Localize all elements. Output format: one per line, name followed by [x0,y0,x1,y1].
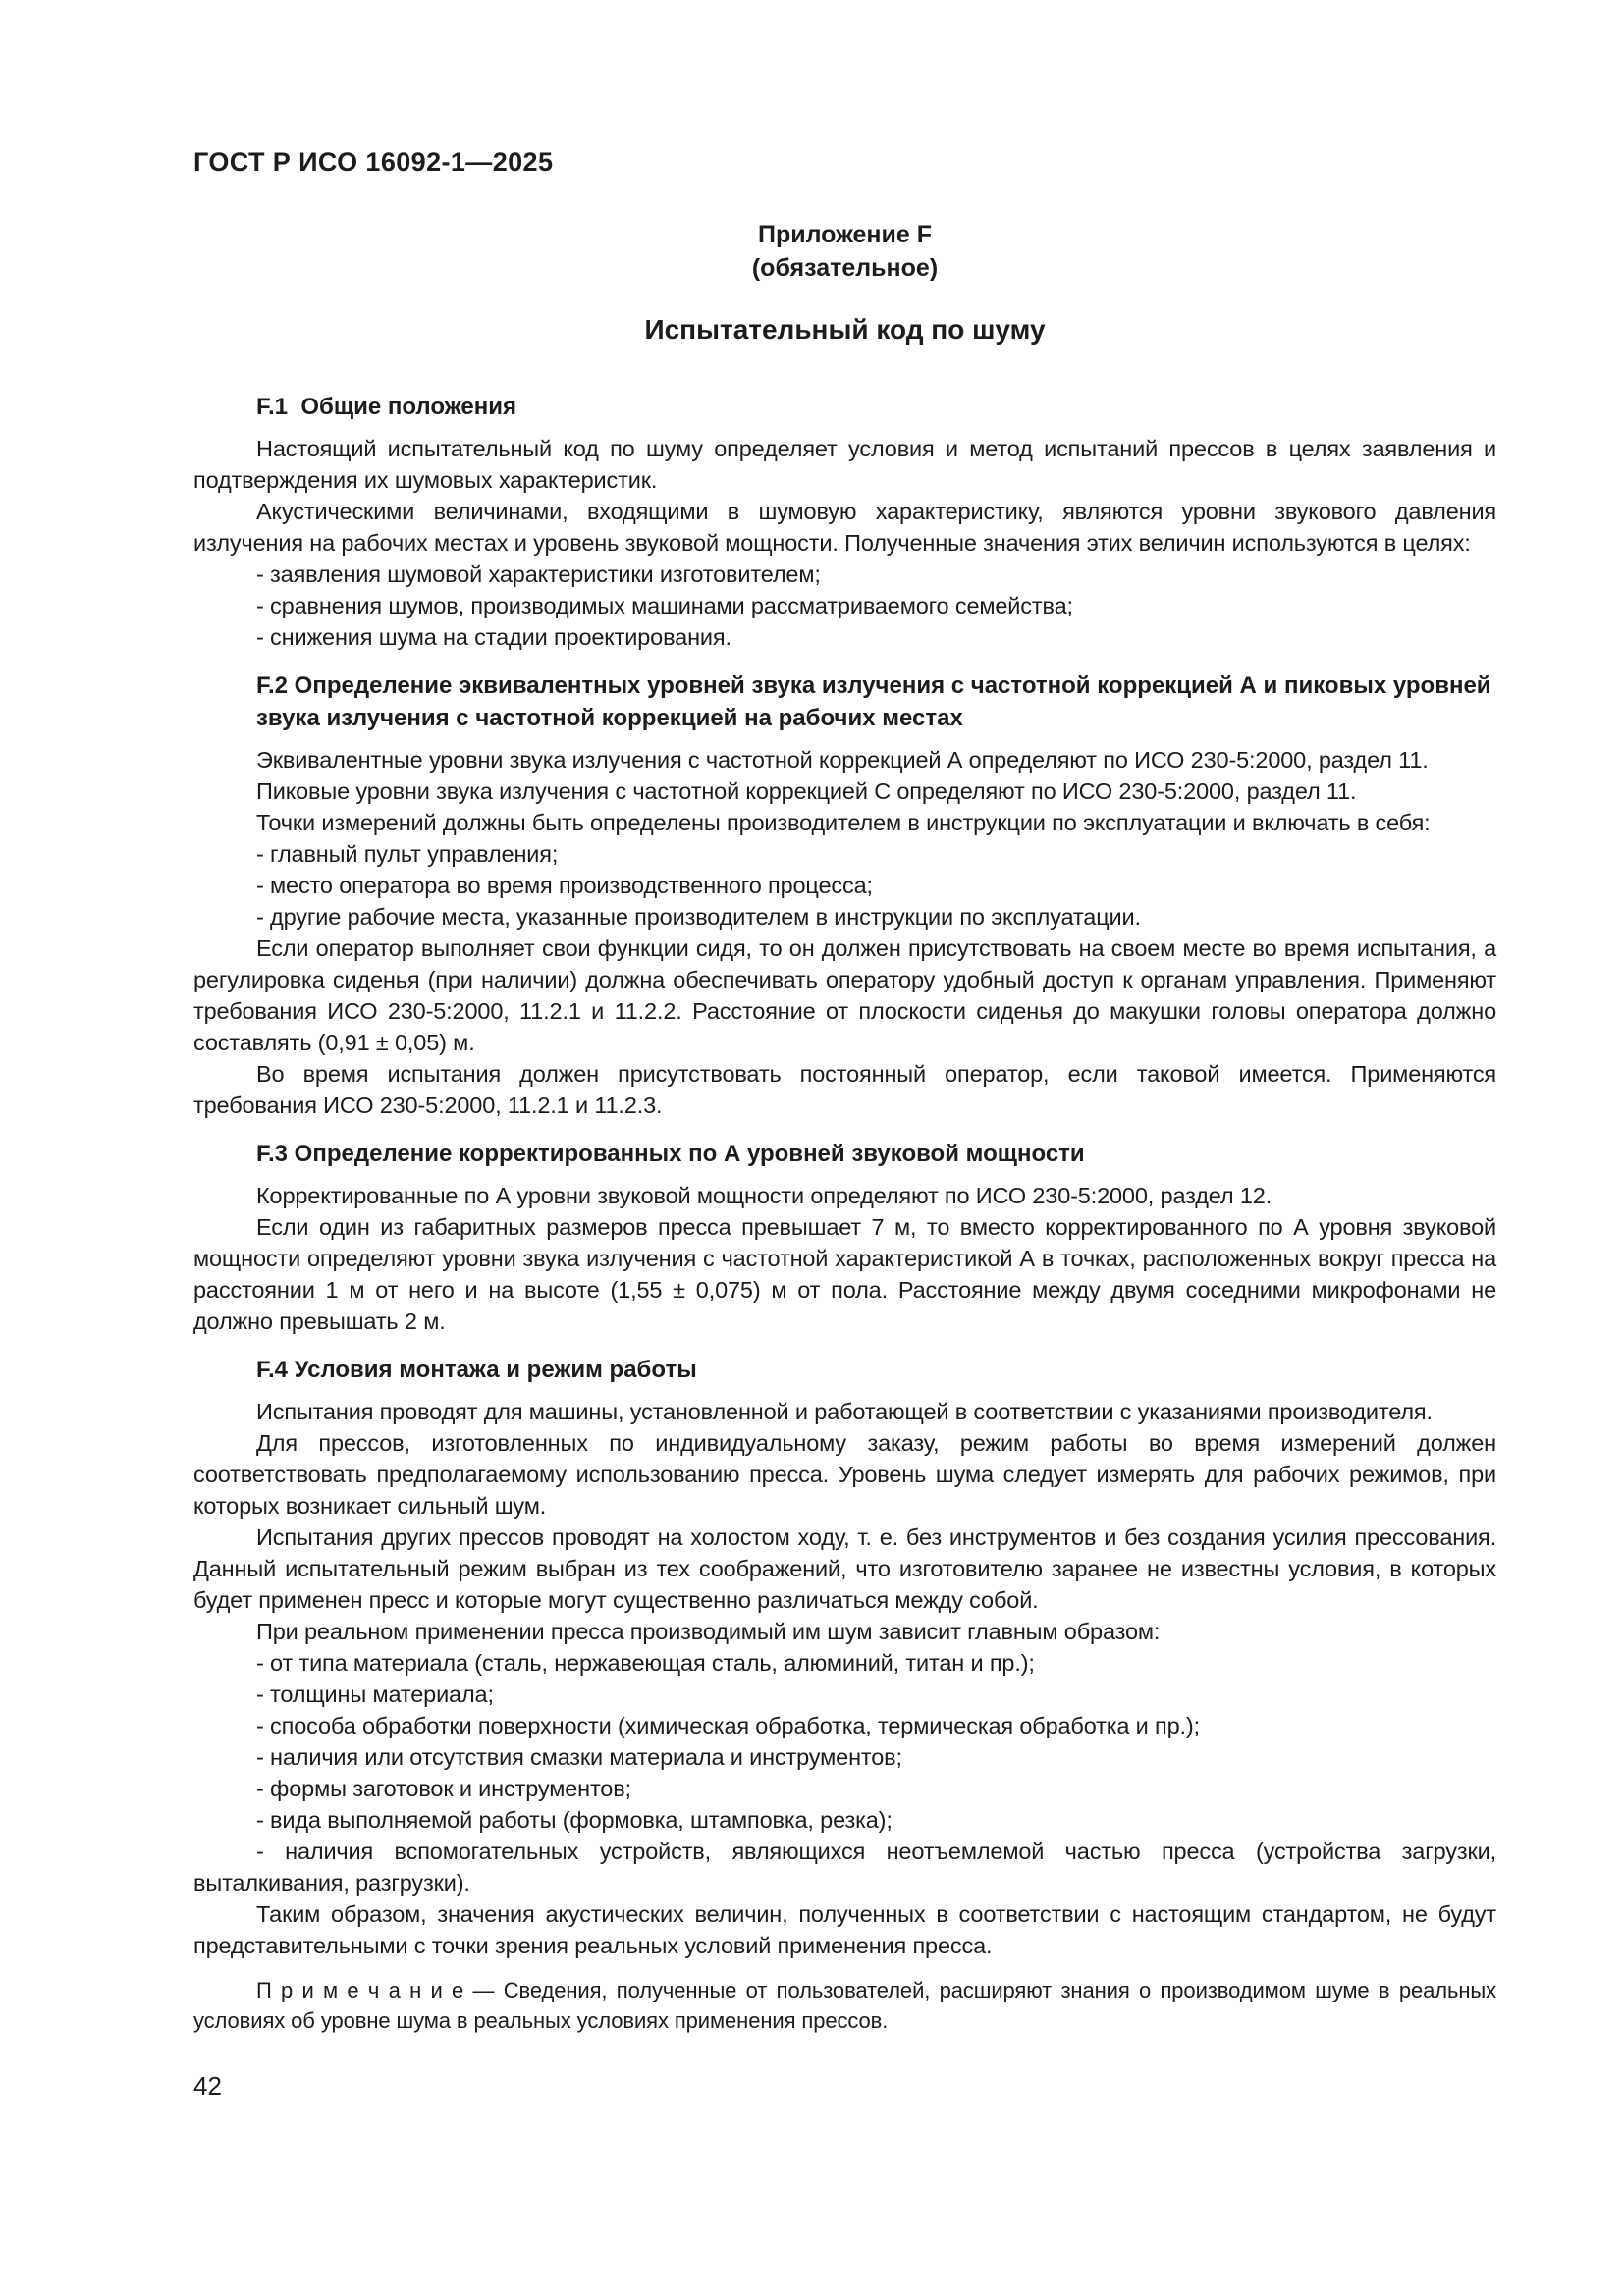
list-item: - заявления шумовой характеристики изготовителем; [256,561,821,587]
appendix-status: (обязательное) [751,254,939,282]
paragraph: Настоящий испытательный код по шуму определяет условия и метод испытаний прессов в целях заявления и подтверждения их шумовых характеристик. [193,436,1496,493]
section-heading: F.1 Общие положения [256,394,516,420]
page-number: 42 [193,2071,222,2101]
list-item: - способа обработки поверхности (химическая обработка, термическая обработка и пр.); [256,1713,1200,1738]
paragraph: Пиковые уровни звука излучения с частотной коррекцией С определяют по ИСО 230-5:2000, раздел 11. [256,778,1357,804]
note: П р и м е ч а н и е — Сведения, полученные от пользователей, расширяют знания о производимом шуме в реальных условиях об уровне шума в реальных условиях применения прессов. [193,1978,1496,2033]
list-item: - снижения шума на стадии проектирования. [256,624,731,650]
section-heading: F.3 Определение корректированных по А уровней звуковой мощности [256,1141,1085,1167]
paragraph: Испытания проводят для машины, установленной и работающей в соответствии с указаниями производителя. [256,1399,1433,1424]
paragraph: Для прессов, изготовленных по индивидуальному заказу, режим работы во время измерений должен соответствовать предполагаемому использованию пресса. Уровень шума следует измерять для рабочих режимов, при которых возникает сильный шум. [193,1430,1496,1519]
paragraph: Во время испытания должен присутствовать постоянный оператор, если таковой имеется. Применяются требования ИСО 230-5:2000, 11.2.1 и 11.2.3. [193,1061,1496,1118]
paragraph: Испытания других прессов проводят на холостом ходу, т. е. без инструментов и без создания усилия прессования. Данный испытательный режим выбран из тех соображений, что изготовителю заранее не известны условия, в которых будет применен пресс и которые могут существенно различаться между собой. [193,1524,1496,1613]
paragraph: Акустическими величинами, входящими в шумовую характеристику, являются уровни звукового давления излучения на рабочих местах и уровень звуковой мощности. Полученные значения этих величин используются в целях: [193,499,1496,556]
list-item: - место оператора во время производственного процесса; [256,873,873,898]
paragraph: При реальном применении пресса производимый им шум зависит главным образом: [256,1619,1161,1644]
appendix-title: Испытательный код по шуму [644,314,1046,345]
list-item: - главный пульт управления; [256,841,559,867]
section-heading: F.4 Условия монтажа и режим работы [256,1357,697,1383]
sections-container [193,391,1496,2036]
paragraph: Точки измерений должны быть определены производителем в инструкции по эксплуатации и включать в себя: [256,810,1431,835]
list-item: - от типа материала (сталь, нержавеющая сталь, алюминий, титан и пр.); [256,1650,1035,1676]
list-item: - наличия вспомогательных устройств, являющихся неотъемлемой частью пресса (устройства загрузки, выталкивания, разгрузки). [193,1839,1496,1896]
page-content [193,218,1496,2036]
running-header: ГОСТ Р ИСО 16092-1—2025 [193,147,554,177]
list-item: - другие рабочие места, указанные производителем в инструкции по эксплуатации. [256,904,1141,930]
section-heading: F.2 Определение эквивалентных уровней звука излучения с частотной коррекцией А и пиковых уровней звука излучения с частотной коррекцией на рабочих местах [256,672,1498,731]
appendix-label: Приложение F [758,221,932,248]
list-item: - вида выполняемой работы (формовка, штамповка, резка); [256,1807,893,1833]
paragraph: Таким образом, значения акустических величин, полученных в соответствии с настоящим стандартом, не будут представительными с точки зрения реальных условий применения пресса. [193,1901,1496,1958]
paragraph: Корректированные по А уровни звуковой мощности определяют по ИСО 230-5:2000, раздел 12. [256,1183,1272,1208]
paragraph: Если оператор выполняет свои функции сидя, то он должен присутствовать на своем месте во время испытания, а регулировка сиденья (при наличии) должна обеспечивать оператору удобный доступ к органам управления. Применяют требования ИСО 230-5:2000, 11.2.1 и 11.2.2. Расстояние от плоскости сиденья до макушки головы оператора должно составлять (0,91 ± 0,05) м. [193,935,1496,1055]
list-item: - толщины материала; [256,1682,494,1707]
list-item: - наличия или отсутствия смазки материала и инструментов; [256,1744,902,1770]
paragraph: Эквивалентные уровни звука излучения с частотной коррекцией А определяют по ИСО 230-5:2000, раздел 11. [256,747,1429,773]
paragraph: Если один из габаритных размеров пресса превышает 7 м, то вместо корректированного по А уровня звуковой мощности определяют уровни звука излучения с частотной характеристикой А в точках, расположенных вокруг пресса на расстоянии 1 м от него и на высоте (1,55 ± 0,075) м от пола. Расстояние между двумя соседними микрофонами не должно превышать 2 м. [193,1214,1496,1334]
list-item: - формы заготовок и инструментов; [256,1776,631,1801]
list-item: - сравнения шумов, производимых машинами рассматриваемого семейства; [256,593,1073,618]
